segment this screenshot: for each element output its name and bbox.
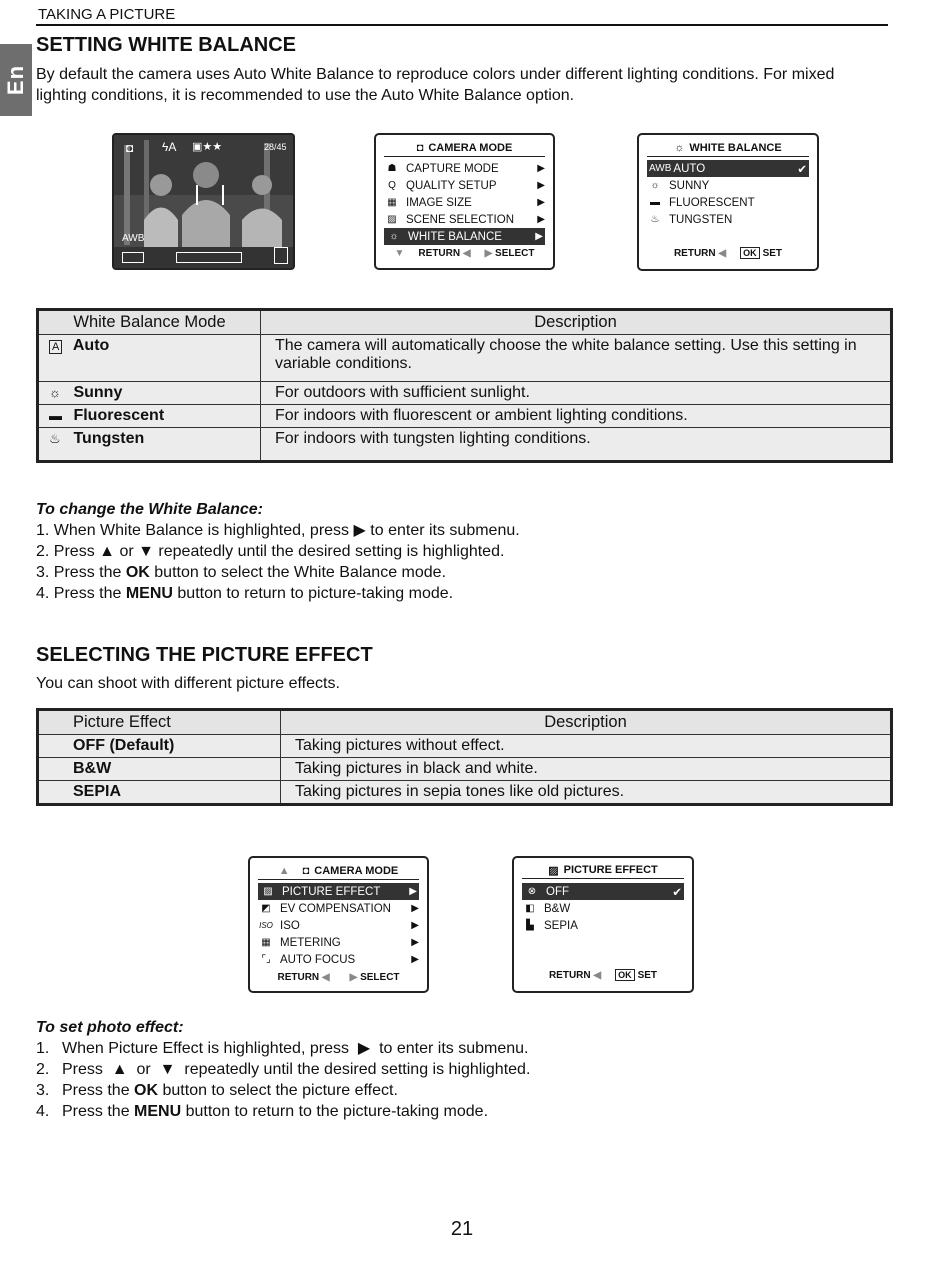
iso-icon: ISO <box>259 921 273 930</box>
auto-mode-icon: A <box>49 338 69 353</box>
menu-item-white-balance[interactable]: ☼ WHITE BALANCE ▶ <box>384 228 545 245</box>
awb-indicator: AWB <box>122 233 145 244</box>
step-2: 2. Press ▲ or ▼ repeatedly until the desired setting is highlighted. <box>36 543 505 560</box>
return-hint: RETURN ◀ <box>418 248 471 259</box>
menu-item-image-size[interactable]: ▦ IMAGE SIZE ▶ <box>376 194 553 211</box>
arrow-up-icon: ▲ <box>278 865 290 877</box>
image-size-icon: ▦ <box>387 197 397 208</box>
tungsten-icon: ♨ <box>650 214 660 225</box>
bw-icon: ◧ <box>525 903 535 914</box>
arrow-right-icon: ▶ <box>411 903 419 914</box>
menu-item-picture-effect[interactable]: ▨ PICTURE EFFECT ▶ <box>258 883 419 900</box>
metering-icon: ▦ <box>261 937 271 948</box>
sun-icon: ☼ <box>650 180 660 191</box>
column-header: Description <box>281 710 892 735</box>
mode-cell: OFF (Default) <box>38 735 281 758</box>
checkmark-icon: ✔ <box>797 163 807 176</box>
arrow-up-icon: ▲ <box>99 543 115 560</box>
set-hint: OK SET <box>740 248 782 259</box>
menu-title: ▲ ◘ CAMERA MODE <box>278 865 399 877</box>
shot-counter: 28/45 <box>264 142 287 152</box>
flash-auto-icon: ϟA <box>162 140 177 154</box>
menu-title: ▨ PICTURE EFFECT <box>548 864 658 877</box>
menu-footer <box>514 970 692 981</box>
description-cell: For indoors with fluorescent or ambient lighting conditions. <box>261 405 892 428</box>
quality-stars-icon: ▣★★ <box>192 141 223 153</box>
ev-icon: ◩ <box>261 903 271 914</box>
menu-item-auto-focus[interactable]: ⌜⌟ AUTO FOCUS ▶ <box>250 951 427 968</box>
effect-instructions <box>36 1017 896 1122</box>
arrow-down-icon: ▼ <box>138 543 154 560</box>
select-hint: ▶ SELECT <box>349 972 400 983</box>
fluorescent-icon: ▬ <box>650 197 660 208</box>
picture-effect-icon: ▨ <box>548 864 559 877</box>
camera-mode-menu-1 <box>374 133 555 270</box>
language-label: En <box>3 64 28 96</box>
scene-icon: ▨ <box>387 214 397 225</box>
arrow-right-icon: ▶ <box>409 886 417 897</box>
column-header: Picture Effect <box>38 710 281 735</box>
camera-icon: ◘ <box>416 142 424 154</box>
arrow-down-icon: ▼ <box>159 1061 176 1078</box>
effect-option-sepia[interactable]: ▙ SEPIA <box>514 917 692 934</box>
select-hint: ▶ SELECT <box>484 248 535 259</box>
capture-mode-icon: ☗ <box>387 163 397 174</box>
description-cell: For outdoors with sufficient sunlight. <box>261 382 892 405</box>
camera-icon: ◘ <box>302 865 310 877</box>
table-row <box>38 405 892 428</box>
menu-footer <box>376 248 553 259</box>
menu-item-iso[interactable]: ISO ISO ▶ <box>259 919 419 932</box>
table-header-row <box>38 310 892 335</box>
picture-effect-menu <box>512 856 694 993</box>
off-icon: ⊗ <box>527 886 537 897</box>
step-1: 1. When Picture Effect is highlighted, press ▶ to enter its submenu. <box>36 1040 529 1057</box>
running-head: TAKING A PICTURE <box>38 6 176 23</box>
column-header: White Balance Mode <box>38 310 261 335</box>
menu-item-capture-mode[interactable]: ☗ CAPTURE MODE ▶ <box>376 160 553 177</box>
quality-icon: Q <box>388 180 396 191</box>
awb-icon: AWB <box>649 163 672 174</box>
menu-title: ◘ CAMERA MODE <box>416 142 513 154</box>
table-row <box>38 428 892 462</box>
menu-item-metering[interactable]: ▦ METERING ▶ <box>250 934 427 951</box>
arrow-right-icon: ▶ <box>537 197 545 208</box>
arrow-right-icon: ▶ <box>537 180 545 191</box>
menu-item-quality-setup[interactable]: Q QUALITY SETUP ▶ <box>376 177 553 194</box>
battery-icon <box>122 252 144 263</box>
column-header: Description <box>261 310 892 335</box>
arrow-right-icon: ▶ <box>353 522 366 539</box>
mode-cell: SEPIA <box>38 781 281 805</box>
menu-item-ev-compensation[interactable]: ◩ EV COMPENSATION ▶ <box>250 900 427 917</box>
wb-option-tungsten[interactable]: ♨ TUNGSTEN <box>639 211 817 228</box>
step-3: 3. Press the OK button to select the picture effect. <box>36 1082 398 1099</box>
arrow-right-icon: ▶ <box>411 937 419 948</box>
wb-instructions <box>36 499 896 604</box>
arrow-right-icon: ▶ <box>535 231 543 242</box>
menu-title: ☼ WHITE BALANCE <box>674 142 782 154</box>
white-balance-icon: ☼ <box>389 231 399 242</box>
sun-icon: ☼ <box>49 385 61 400</box>
tungsten-icon: ♨ <box>49 431 61 446</box>
white-balance-icon: ☼ <box>674 142 685 154</box>
wb-option-sunny[interactable]: ☼ SUNNY <box>639 177 817 194</box>
table-row <box>38 382 892 405</box>
menu-footer <box>250 972 427 983</box>
camera-mode-menu-2 <box>248 856 429 993</box>
step-4: 4. Press the MENU button to return to the picture-taking mode. <box>36 1103 489 1120</box>
section-title-picture-effect: SELECTING THE PICTURE EFFECT <box>36 644 373 666</box>
effect-option-off[interactable]: ⊗ OFF ✔ <box>522 883 684 900</box>
arrow-right-icon: ▶ <box>537 214 545 225</box>
effect-option-bw[interactable]: ◧ B&W <box>514 900 692 917</box>
return-hint: RETURN ◀ <box>548 970 602 981</box>
arrow-right-icon: ▶ <box>411 920 419 931</box>
table-row <box>38 758 892 781</box>
checkmark-icon: ✔ <box>672 886 682 899</box>
return-hint: RETURN ◀ <box>277 972 330 983</box>
step-2: 2. Press ▲ or ▼ repeatedly until the desired setting is highlighted. <box>36 1061 531 1078</box>
mode-cell: ♨ Tungsten <box>38 428 261 462</box>
step-1: 1. When White Balance is highlighted, press ▶ to enter its submenu. <box>36 522 520 539</box>
af-icon: ⌜⌟ <box>261 954 271 965</box>
arrow-up-icon: ▲ <box>111 1061 128 1078</box>
instructions-heading: To set photo effect: <box>36 1019 184 1036</box>
return-hint: RETURN ◀ <box>673 248 727 259</box>
section-intro-picture-effect: You can shoot with different picture effects. <box>36 675 340 692</box>
arrow-down-icon: ▼ <box>394 248 405 259</box>
mode-cell: ☼ Sunny <box>38 382 261 405</box>
instructions-heading: To change the White Balance: <box>36 501 263 518</box>
menu-rule <box>384 156 545 157</box>
step-3: 3. Press the OK button to select the White Balance mode. <box>36 564 447 581</box>
description-cell: For indoors with tungsten lighting conditions. <box>261 428 892 462</box>
viewfinder-screen <box>112 133 295 270</box>
mode-cell: A Auto <box>38 335 261 382</box>
table-row <box>38 781 892 805</box>
wb-option-auto[interactable]: AWB AUTO ✔ <box>647 160 809 177</box>
menu-rule <box>258 879 419 880</box>
language-tab <box>0 44 32 116</box>
section-intro-white-balance: By default the camera uses Auto White Balance to reproduce colors under different lighting conditions. For mixed lighting conditions, it is recommended to use the Auto White Balance option. <box>36 66 835 104</box>
description-cell: Taking pictures without effect. <box>281 735 892 758</box>
camera-mode-icon: ◘ <box>126 141 134 155</box>
menu-footer <box>639 248 817 259</box>
picture-effect-icon: ▨ <box>263 886 273 897</box>
menu-item-scene-selection[interactable]: ▨ SCENE SELECTION ▶ <box>376 211 553 228</box>
menu-rule <box>522 878 684 879</box>
mode-cell: B&W <box>38 758 281 781</box>
mode-cell: ▬ Fluorescent <box>38 405 261 428</box>
zoom-bar <box>176 252 242 263</box>
set-hint: OK SET <box>615 970 657 981</box>
description-cell: Taking pictures in black and white. <box>281 758 892 781</box>
description-cell: Taking pictures in sepia tones like old pictures. <box>281 781 892 805</box>
picture-effect-table <box>36 708 893 806</box>
page-number: 21 <box>450 1218 474 1240</box>
description-cell: The camera will automatically choose the white balance setting. Use this setting in variable conditions. <box>261 335 892 382</box>
table-header-row <box>38 710 892 735</box>
header-rule <box>36 24 888 26</box>
white-balance-menu <box>637 133 819 271</box>
white-balance-table <box>36 308 893 463</box>
arrow-right-icon: ▶ <box>357 1040 371 1057</box>
menu-rule <box>647 156 809 157</box>
arrow-right-icon: ▶ <box>411 954 419 965</box>
sepia-icon: ▙ <box>526 920 534 931</box>
section-title-white-balance: SETTING WHITE BALANCE <box>36 34 296 56</box>
table-row <box>38 335 892 382</box>
step-4: 4. Press the MENU button to return to picture-taking mode. <box>36 585 454 602</box>
table-row <box>38 735 892 758</box>
arrow-right-icon: ▶ <box>537 163 545 174</box>
fluorescent-icon: ▬ <box>49 408 62 423</box>
wb-option-fluorescent[interactable]: ▬ FLUORESCENT <box>639 194 817 211</box>
memory-card-icon <box>274 247 288 264</box>
focus-frame <box>196 185 224 205</box>
